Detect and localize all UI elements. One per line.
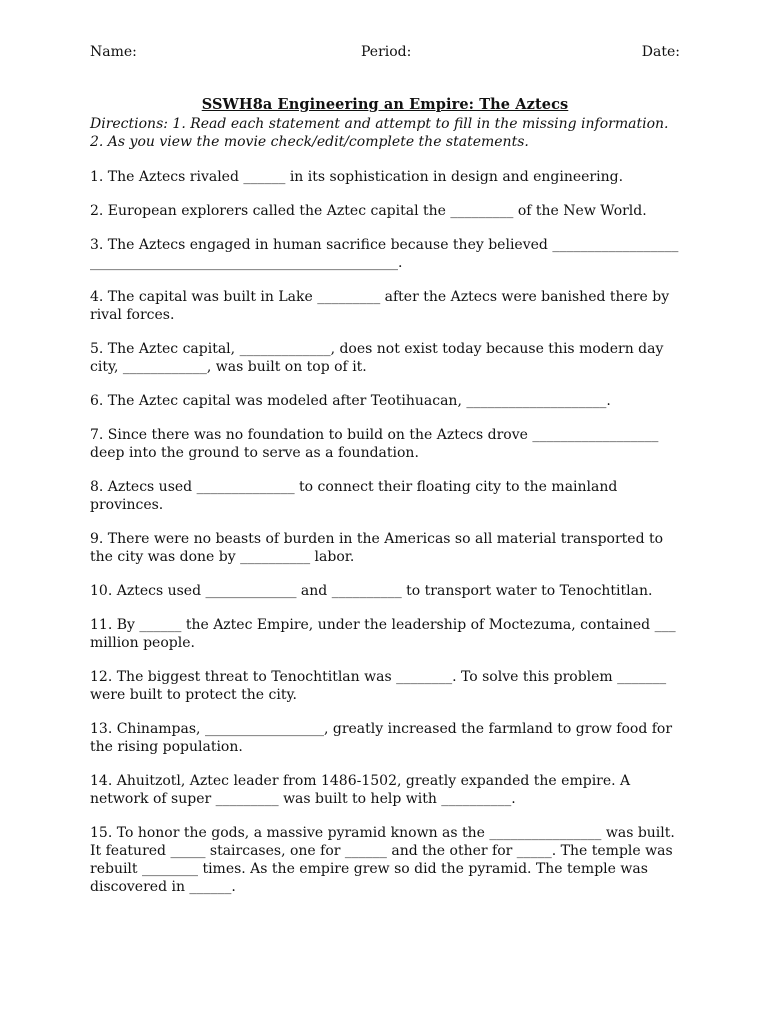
- question-13: 13. Chinampas, _________________, greatly increased the farmland to grow food for the rising population.: [90, 721, 673, 755]
- period-label: Period:: [361, 44, 412, 60]
- question-5: 5. The Aztec capital, _____________, does not exist today because this modern day city, ____________, was built on top of it.: [90, 341, 664, 375]
- question-2: 2. European explorers called the Aztec capital the _________ of the New World.: [90, 203, 647, 219]
- header-row: [90, 44, 680, 68]
- worksheet-title: SSWH8a Engineering an Empire: The Aztecs: [201, 96, 569, 113]
- date-label: Date:: [641, 44, 680, 60]
- question-10: 10. Aztecs used _____________ and __________ to transport water to Tenochtitlan.: [90, 583, 653, 599]
- question-12: 12. The biggest threat to Tenochtitlan was ________. To solve this problem _______ were built to protect the city.: [90, 669, 667, 703]
- question-14: 14. Ahuitzotl, Aztec leader from 1486-1502, greatly expanded the empire. A network of super _________ was built to help with __________.: [90, 773, 631, 807]
- question-7: 7. Since there was no foundation to build on the Aztecs drove __________________ deep into the ground to serve as a foundation.: [90, 427, 659, 461]
- question-9: 9. There were no beasts of burden in the Americas so all material transported to the city was done by __________ labor.: [90, 531, 664, 565]
- directions-text: Directions: 1. Read each statement and attempt to fill in the missing information. 2. As you view the movie check/edit/complete the statements.: [90, 116, 669, 150]
- question-11: 11. By ______ the Aztec Empire, under the leadership of Moctezuma, contained ___ million people.: [90, 617, 676, 651]
- question-15: 15. To honor the gods, a massive pyramid known as the ________________ was built. It featured _____ staircases, one for ______ and the other for _____. The temple was rebuilt ________ times. As the empire grew so did the pyramid. The temple was discovered in ______.: [90, 825, 675, 895]
- question-1: 1. The Aztecs rivaled ______ in its sophistication in design and engineering.: [90, 169, 624, 185]
- question-8: 8. Aztecs used ______________ to connect their floating city to the mainland provinces.: [90, 479, 618, 513]
- question-3: 3. The Aztecs engaged in human sacrifice because they believed ______________________________________________________________.: [90, 237, 679, 271]
- name-label: Name:: [90, 44, 137, 60]
- question-6: 6. The Aztec capital was modeled after Teotihuacan, ____________________.: [90, 393, 611, 409]
- question-4: 4. The capital was built in Lake _________ after the Aztecs were banished there by rival forces.: [90, 289, 670, 323]
